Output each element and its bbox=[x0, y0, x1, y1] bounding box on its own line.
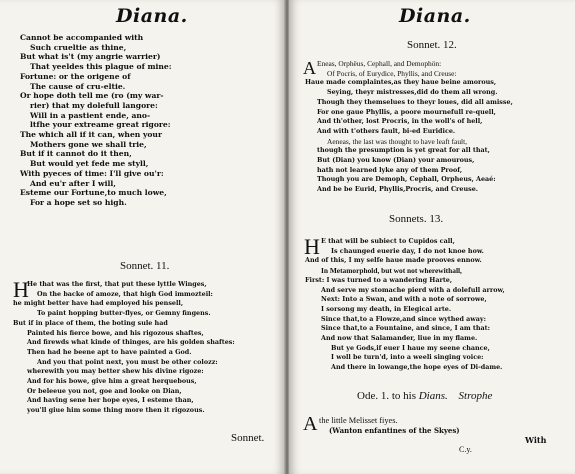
sonnet-line: Is chaunged euerie day, I do not knoe how. bbox=[331, 246, 484, 255]
sonnet-line: In Metamorphold, but wot not wherewithall, bbox=[321, 266, 462, 276]
sonnet-line: He that was the first, that put these lyttle Winges, bbox=[27, 280, 207, 288]
poem-line: Esteme our Fortune,to much lowe, bbox=[20, 188, 167, 198]
sonnet-line: First: I was turned to a wandering Harte, bbox=[305, 275, 453, 284]
sonnet-line: wherewith you may better shew his divine rigoze: bbox=[27, 367, 204, 376]
sonnet-13-text bbox=[305, 237, 505, 373]
sonnet-line: you'll giue him some thing more then it rigozous. bbox=[27, 406, 205, 415]
catchword-left: Sonnet. bbox=[231, 432, 265, 444]
sonnet-11-text bbox=[13, 280, 235, 416]
poem-line: Cannot be accompanied with bbox=[20, 33, 144, 42]
poem-line: Such crueltie as thine, bbox=[30, 42, 127, 52]
sonnet-12-heading: Sonnet. 12. bbox=[407, 39, 457, 51]
ode-line: the little Melisset fiyes. bbox=[319, 416, 398, 425]
poem-line: For a hope set so high. bbox=[30, 197, 127, 207]
sonnet-line: But ye Gods,if euer I haue my seene chance, bbox=[331, 343, 490, 352]
ode-heading-name: Dians. bbox=[418, 390, 448, 402]
poem-line: With pyeces of time: I'll give ou'r: bbox=[20, 168, 164, 178]
sonnet-line: For one gaue Phyllis, a poore mournefull re-quell, bbox=[317, 107, 496, 116]
sonnet-line: E that will be subiect to Cupidos call, bbox=[321, 237, 455, 245]
right-page bbox=[289, 0, 575, 474]
sonnet-line: Of Pocris, of Eurydice, Phyllis, and Creuse: bbox=[327, 68, 457, 78]
sonnet-line: Next: Into a Swan, and with a note of sorrowe, bbox=[321, 295, 487, 304]
poem-line: But would yet fede me styll, bbox=[30, 159, 149, 169]
ode-heading bbox=[357, 390, 492, 402]
ode-line: (Wanton enfantines of the Skyes) bbox=[329, 425, 460, 435]
sonnet-line: And with t'others fault, bi-ed Euridice. bbox=[317, 126, 456, 135]
sonnet-line: And th'other, lost Procris, in the woll's of hell, bbox=[317, 117, 483, 126]
poem-line: But what is't (my angrie warrier) bbox=[20, 52, 161, 62]
ode-heading-prefix: Ode. 1. to his bbox=[357, 390, 419, 402]
sonnet-line: Though you are Demoph, Cephall, Orpheus, Aeaé: bbox=[317, 175, 496, 184]
sonnet-line: Or beleeue you not, goe and looke on Dian, bbox=[27, 386, 182, 395]
sonnet-line: On the backe of amoze, that high God immozteil: bbox=[37, 289, 213, 298]
sonnet-line: And having sene her hope eyes, I esteme than, bbox=[27, 396, 194, 405]
sonnet-line: though the presumption is yet great for all that, bbox=[317, 146, 490, 155]
sonnet-line: Seying, theyr mistresses,did do them all wrong. bbox=[327, 88, 498, 97]
sonnet-line: And of this, I my selfe haue made prooves ennow. bbox=[305, 256, 482, 265]
sonnet-line: And be be Eurid, Phyllis,Procris, and Creuse. bbox=[317, 185, 479, 194]
sonnet-11-heading: Sonnet. 11. bbox=[120, 260, 170, 272]
ode-drop-cap: A bbox=[303, 413, 318, 435]
poem-line: Or hope doth tell me (ro (my war- bbox=[20, 91, 164, 101]
sonnet-line: And there in lowange,the hope eyes of Di-dame. bbox=[331, 363, 503, 372]
sonnet-line: Eneas, Orphëus, Cephall, and Demophön: bbox=[317, 59, 442, 68]
sonnet-line: Then had he beene apt to have painted a God. bbox=[27, 347, 192, 356]
sonnet-line: he might better have had employed his pensell, bbox=[13, 299, 184, 308]
left-page bbox=[0, 0, 285, 474]
sonnet-line: And serve my stomache pierd with a dolefull arrow, bbox=[321, 285, 505, 294]
poem-line: Mothers gone we shall trie, bbox=[30, 139, 147, 149]
sonnet-line: Aeneas, the last was thought to have leaft fault, bbox=[327, 136, 467, 146]
sonnet-line: And firewds what kinde of thinges, are his golden shaftes: bbox=[27, 338, 235, 347]
sonnet-line: But if in place of them, the boting sule had bbox=[13, 318, 168, 327]
sonnet-13-heading: Sonnets. 13. bbox=[389, 213, 444, 225]
sonnet-line: Though they themselues to theyr loues, did all amisse, bbox=[317, 97, 513, 106]
sonnet-line: But (Dian) you know (Dian) your amourous, bbox=[317, 156, 475, 165]
sonnet-line: To paint hopping butter-flyes, or Gemny fingens. bbox=[37, 309, 211, 318]
ode-text bbox=[319, 416, 460, 435]
sonnet-13-drop-cap: H bbox=[304, 234, 320, 259]
sonnet-line: I sorsong my death, in Elegical arte. bbox=[321, 304, 452, 313]
sonnet-line: And you that point next, you must be other colozz: bbox=[37, 357, 218, 366]
sonnet-12-text bbox=[305, 59, 513, 195]
sonnet-line: hath not learned lyke any of them Proof, bbox=[317, 165, 463, 174]
sonnet-line: Painted his fierce bowe, and his rigozous shaftes, bbox=[27, 328, 204, 337]
poem-line: And eu'r after I will, bbox=[30, 178, 116, 188]
signature-mark: C.y. bbox=[459, 445, 472, 454]
sonnet-line: Since that,to a Fountaine, and since, I am that: bbox=[321, 324, 490, 333]
sonnet-line: Haue made complaintes,as they haue beine amorous, bbox=[305, 78, 497, 87]
sonnet-12-drop-cap: A bbox=[303, 58, 316, 78]
catchword-right: With bbox=[525, 435, 547, 445]
poem-line: ltfhe your extreame great rigore: bbox=[30, 120, 171, 130]
running-head-right: Diana. bbox=[399, 5, 471, 27]
poem-line: Fortune: or the origene of bbox=[20, 71, 131, 81]
poem-line: That yeeldes this plague of mine: bbox=[30, 62, 172, 72]
running-head-left: Diana. bbox=[116, 5, 188, 27]
sonnet-line: I woll be turn'd, into a weeli singing voice: bbox=[331, 353, 484, 362]
poem-line: The cause of cru-eltie. bbox=[30, 81, 126, 91]
poem-line: The which all if it can, when your bbox=[20, 130, 162, 140]
poem-line: Will in a pastient ende, ano- bbox=[30, 110, 151, 120]
sonnet-11-drop-cap: H bbox=[13, 277, 29, 302]
sonnet-line: Since that,to a Flowze,and since wythed away: bbox=[321, 314, 487, 323]
sonnet-line: And for his bowe, give him a great herquebous, bbox=[27, 377, 197, 386]
poem-text-left bbox=[20, 33, 172, 208]
poem-line: But if it cannot do it then, bbox=[20, 149, 132, 159]
sonnet-line: And now that Salamander, liue in my flame. bbox=[321, 334, 478, 343]
poem-line: rier) that my dolefull langore: bbox=[30, 100, 158, 110]
ode-heading-suffix: Strophe bbox=[458, 390, 493, 402]
